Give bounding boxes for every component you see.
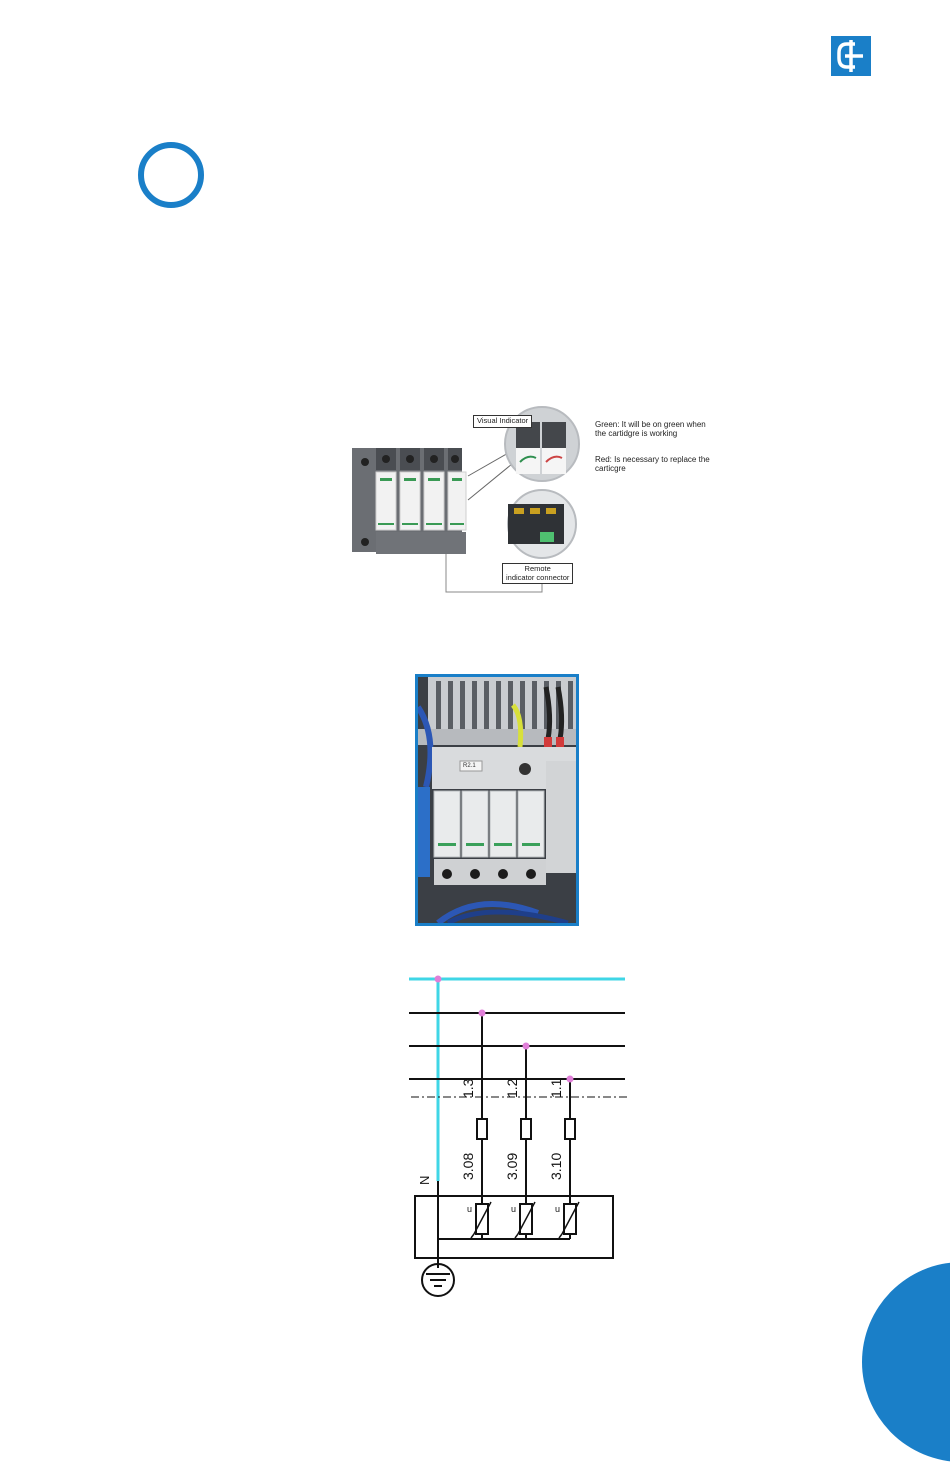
wire-label-1: 3.08 xyxy=(460,1152,476,1180)
remote-connector-callout xyxy=(502,563,573,584)
svg-text:u: u xyxy=(511,1204,517,1214)
phase-label-3: 1.1 xyxy=(548,1078,564,1098)
module-label: R2.1 xyxy=(463,763,476,769)
green-indicator-note: Green: It will be on green when the cartidgre is working xyxy=(595,420,706,438)
schematic-diagram xyxy=(405,968,635,1300)
wire-label-3: 3.10 xyxy=(548,1152,564,1180)
surge-protector-schematic xyxy=(405,968,635,1300)
installed-surge-protector-photo xyxy=(415,674,579,926)
red-indicator-note: Red: Is necessary to replace the carticgre xyxy=(595,455,710,473)
step-marker-circle xyxy=(138,142,204,208)
page-corner-decoration xyxy=(862,1262,950,1462)
visual-indicator-callout: Visual Indicator xyxy=(473,415,532,428)
wire-label-2: 3.09 xyxy=(504,1152,520,1180)
svg-text:u: u xyxy=(467,1204,473,1214)
remote-connector-label-line2: indicator connector xyxy=(506,572,570,582)
remote-connector-label-line1: Remote xyxy=(524,564,551,573)
company-logo xyxy=(831,36,871,76)
neutral-label: N xyxy=(417,1175,432,1185)
surge-protector-figure xyxy=(330,404,710,608)
cabinet-photo-illustration xyxy=(418,677,576,923)
phase-label-2: 1.2 xyxy=(504,1078,520,1098)
phase-label-1: 1.3 xyxy=(460,1078,476,1098)
svg-text:u: u xyxy=(555,1204,561,1214)
logo-mark-icon xyxy=(831,36,871,76)
